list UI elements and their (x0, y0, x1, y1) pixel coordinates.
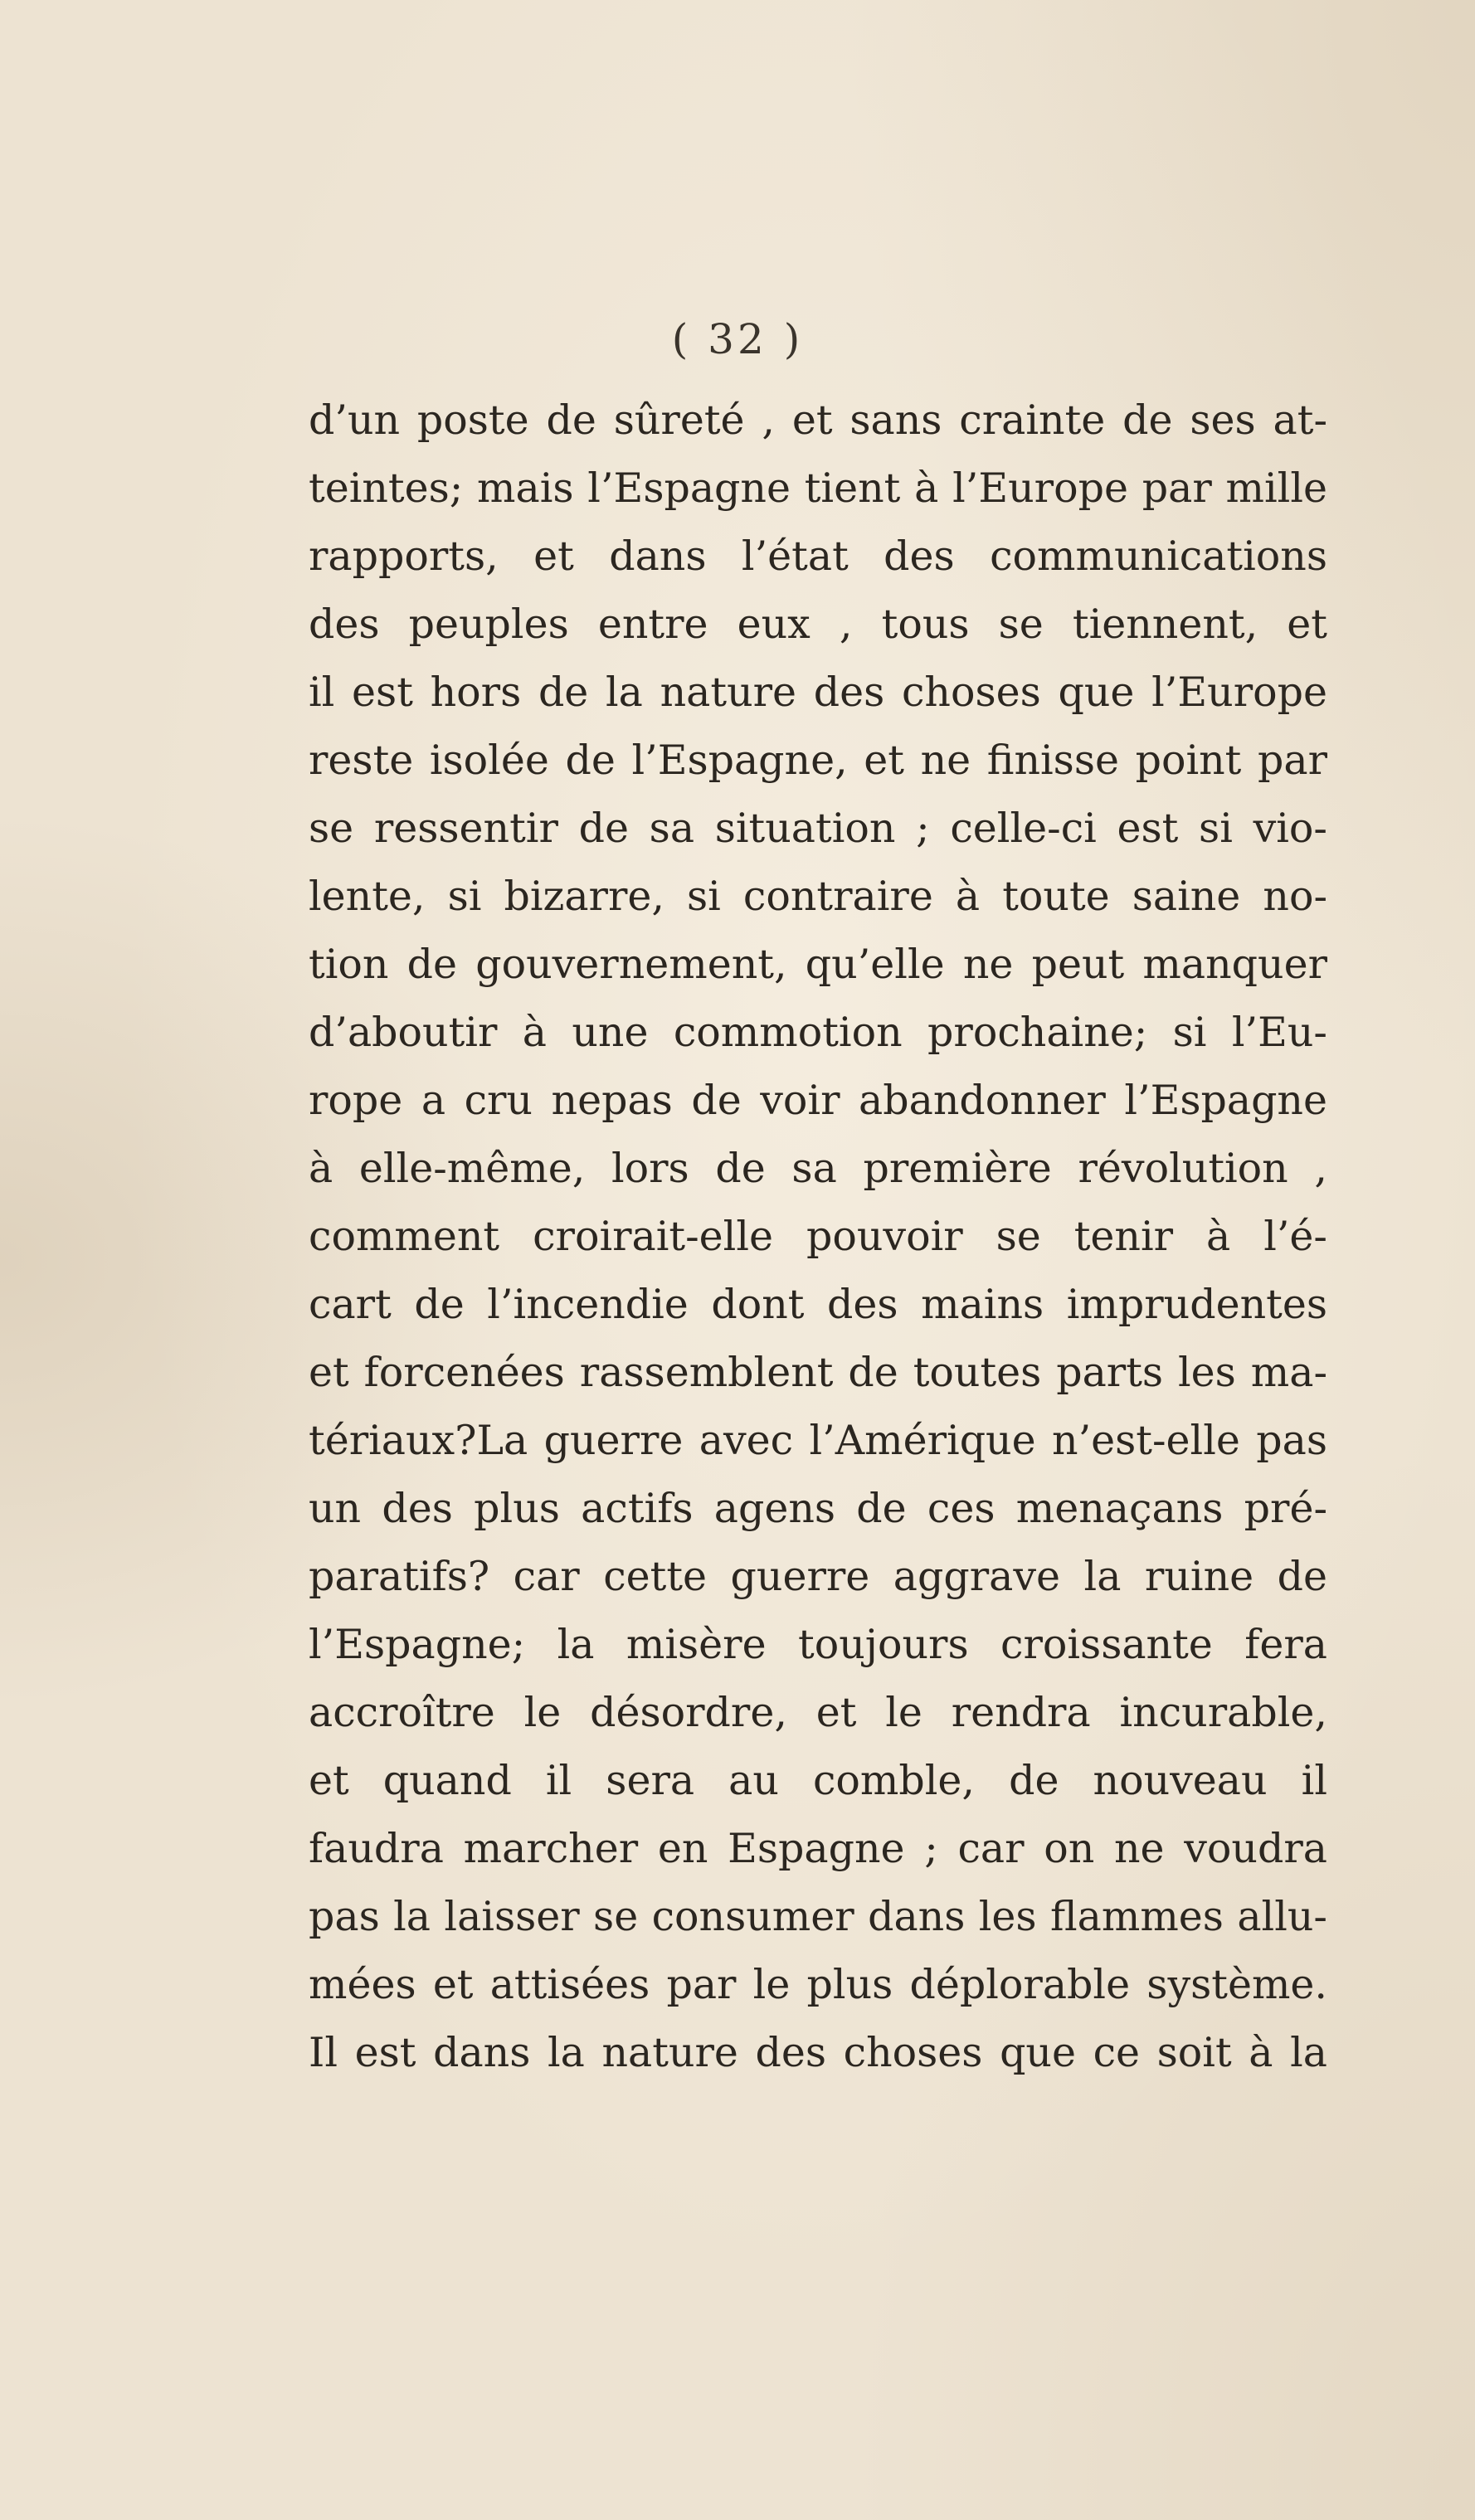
text-line: se ressentir de sa situation ; celle-ci est si vio- (309, 805, 1327, 852)
body-text (309, 387, 1327, 2087)
text-line: Il est dans la nature des choses que ce soit à la (309, 2029, 1327, 2076)
text-line: comment croirait-elle pouvoir se tenir à l’é- (309, 1213, 1327, 1260)
text-line: teintes; mais l’Espagne tient à l’Europe par mille (309, 465, 1327, 512)
text-line: un des plus actifs agens de ces menaçans pré- (309, 1485, 1327, 1532)
text-line: accroître le désordre, et le rendra incurable, (309, 1689, 1327, 1736)
text-line: à elle-même, lors de sa première révolution , (309, 1145, 1327, 1192)
text-line: mées et attisées par le plus déplorable système. (309, 1961, 1327, 2008)
text-line: l’Espagne; la misère toujours croissante fera (309, 1621, 1327, 1668)
text-line: cart de l’incendie dont des mains imprudentes (309, 1281, 1327, 1328)
text-line: tion de gouvernement, qu’elle ne peut manquer (309, 941, 1327, 988)
text-line: tériaux?La guerre avec l’Amérique n’est-elle pas (309, 1417, 1327, 1464)
text-line: des peuples entre eux , tous se tiennent, et (309, 601, 1327, 648)
text-line: d’un poste de sûreté , et sans crainte de ses at- (309, 396, 1327, 444)
text-line: paratifs? car cette guerre aggrave la ruine de (309, 1553, 1327, 1600)
text-line: il est hors de la nature des choses que l’Europe (309, 669, 1327, 716)
text-line: rapports, et dans l’état des communications (309, 533, 1327, 580)
text-line: lente, si bizarre, si contraire à toute saine no- (309, 873, 1327, 920)
text-line: d’aboutir à une commotion prochaine; si l’Eu- (309, 1009, 1327, 1056)
text-line: et quand il sera au comble, de nouveau il (309, 1757, 1327, 1804)
text-line: faudra marcher en Espagne ; car on ne voudra (309, 1825, 1327, 1872)
text-line: rope a cru nepas de voir abandonner l’Espagne (309, 1077, 1327, 1124)
page-number: ( 32 ) (671, 315, 804, 363)
text-line: reste isolée de l’Espagne, et ne finisse point par (309, 737, 1327, 784)
text-line: et forcenées rassemblent de toutes parts les ma- (309, 1349, 1327, 1396)
text-line: pas la laisser se consumer dans les flammes allu- (309, 1893, 1327, 1940)
